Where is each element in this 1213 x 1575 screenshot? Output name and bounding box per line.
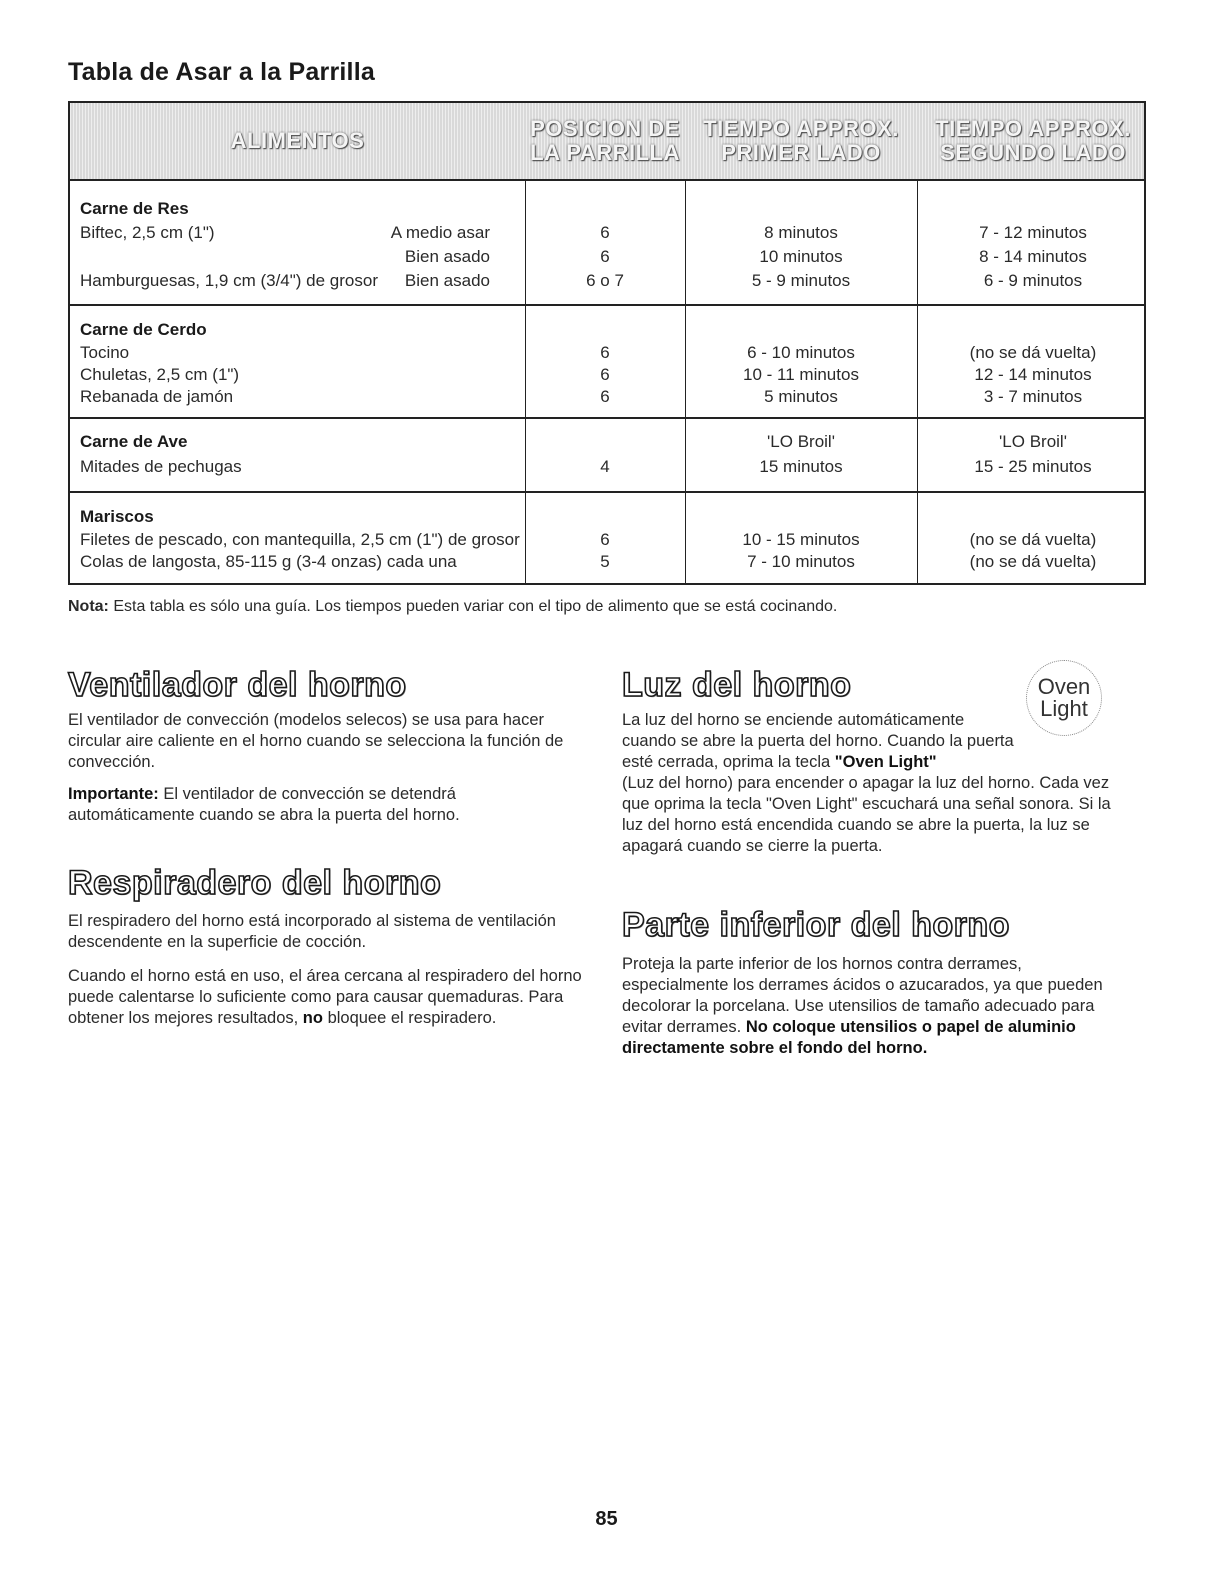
row-position: 6 bbox=[600, 365, 610, 384]
row-time1: 8 minutos bbox=[764, 223, 838, 242]
table-title: Tabla de Asar a la Parrilla bbox=[68, 58, 375, 86]
row-time1: 7 - 10 minutos bbox=[747, 552, 855, 571]
luz-text-a: La luz del horno se enciende automáticamente cuando se abre la puerta del horno. Cuando la puerta esté cerrada, oprima la tecla bbox=[622, 711, 1014, 771]
table-note bbox=[68, 598, 837, 616]
section-title-respiradero: Respiradero del horno bbox=[68, 864, 442, 902]
table-group-res bbox=[70, 179, 1144, 306]
group-name: Carne de Ave bbox=[80, 432, 188, 451]
row-position: 5 bbox=[600, 552, 610, 571]
row-time1: 5 - 9 minutos bbox=[751, 271, 851, 290]
row-time1: 5 minutos bbox=[764, 387, 838, 406]
oven-light-key-icon bbox=[1026, 660, 1102, 736]
row-time2: 6 - 9 minutos bbox=[983, 271, 1083, 290]
row-time1: 10 - 11 minutos bbox=[743, 365, 859, 384]
row-doneness: Bien asado bbox=[404, 247, 490, 266]
section-title-parte-inferior: Parte inferior del horno bbox=[622, 906, 1010, 944]
group-time2-note: 'LO Broil' bbox=[999, 432, 1067, 451]
row-time2: (no se dá vuelta) bbox=[969, 343, 1097, 362]
badge-line2: Light bbox=[1040, 696, 1088, 721]
header-food-label: ALIMENTOS bbox=[230, 128, 365, 153]
header-position-line1: POSICION DE bbox=[530, 116, 680, 141]
table-group-ave bbox=[70, 419, 1144, 493]
row-food: Hamburguesas, 1,9 cm (3/4") de grosor bbox=[80, 271, 378, 290]
row-time2: 3 - 7 minutos bbox=[983, 387, 1083, 406]
important-text: El ventilador de convección se detendrá automáticamente cuando se abra la puerta del horno. bbox=[68, 785, 460, 824]
row-food: Mitades de pechugas bbox=[80, 457, 242, 476]
badge-line1: Oven bbox=[1037, 674, 1091, 699]
header-time2-line2: SEGUNDO LADO bbox=[940, 140, 1126, 165]
page-number: 85 bbox=[595, 1508, 618, 1530]
row-food: Chuletas, 2,5 cm (1") bbox=[80, 365, 240, 384]
parte-inferior-paragraph bbox=[622, 954, 1122, 1059]
luz-paragraph-bottom bbox=[622, 752, 1132, 857]
respiradero-paragraph-1: El respiradero del horno está incorporado al sistema de ventilación descendente en la superficie de cocción. bbox=[68, 912, 556, 951]
row-food: Filetes de pescado, con mantequilla, 2,5 cm (1") de grosor bbox=[80, 530, 520, 549]
row-food: Biftec, 2,5 cm (1") bbox=[80, 223, 215, 242]
group-time1-note: 'LO Broil' bbox=[767, 432, 835, 451]
parte-inferior-bold: No coloque utensilios o papel de aluminio directamente sobre el fondo del horno. bbox=[622, 1018, 1076, 1057]
header-time2 bbox=[918, 103, 1148, 179]
group-name: Carne de Res bbox=[80, 199, 189, 218]
row-position: 6 bbox=[600, 387, 610, 406]
row-doneness: A medio asar bbox=[390, 223, 490, 242]
row-position: 4 bbox=[600, 457, 610, 476]
header-time1-line2: PRIMER LADO bbox=[721, 140, 881, 165]
luz-text-b: (Luz del horno) para encender o apagar la luz del horno. Cada vez que oprima la tecla "Oven Light" escuchará una señal sonora. Si la luz del horno está encendida cuando se abre la puerta, la luz se apagará cuando se cierre la puerta. bbox=[622, 774, 1111, 855]
respiradero-text-b: bloquee el respiradero. bbox=[327, 1009, 497, 1027]
header-position bbox=[525, 103, 685, 179]
row-time2: (no se dá vuelta) bbox=[969, 552, 1097, 571]
row-time1: 10 - 15 minutos bbox=[742, 530, 860, 549]
table-group-mariscos bbox=[70, 493, 1144, 585]
row-food: Rebanada de jamón bbox=[80, 387, 234, 406]
ventilador-important bbox=[68, 784, 568, 826]
row-position: 6 bbox=[600, 247, 610, 266]
row-food: Colas de langosta, 85-115 g (3-4 onzas) cada una bbox=[80, 552, 457, 571]
row-position: 6 bbox=[600, 223, 610, 242]
row-position: 6 o 7 bbox=[586, 271, 624, 290]
luz-bold: "Oven Light" bbox=[834, 753, 937, 771]
row-time2: 12 - 14 minutos bbox=[974, 365, 1092, 384]
row-time2: 15 - 25 minutos bbox=[974, 457, 1092, 476]
header-position-line2: LA PARRILLA bbox=[530, 140, 680, 165]
row-food: Tocino bbox=[80, 343, 130, 362]
row-time1: 15 minutos bbox=[759, 457, 843, 476]
header-time1 bbox=[685, 103, 917, 179]
row-time2: 8 - 14 minutos bbox=[979, 247, 1087, 266]
group-name: Carne de Cerdo bbox=[80, 320, 207, 339]
section-title-luz: Luz del horno bbox=[622, 666, 852, 704]
group-name: Mariscos bbox=[80, 507, 154, 526]
row-position: 6 bbox=[600, 530, 610, 549]
respiradero-bold: no bbox=[302, 1009, 323, 1027]
ventilador-paragraph: El ventilador de convección (modelos selecos) se usa para hacer circular aire caliente en el horno cuando se selecciona la función de convección. bbox=[68, 711, 564, 771]
header-food bbox=[70, 103, 525, 179]
header-time2-line1: TIEMPO APPROX. bbox=[935, 116, 1131, 141]
respiradero-text-a: Cuando el horno está en uso, el área cercana al respiradero del horno puede calentarse lo suficiente como para causar quemaduras. Para obtener los mejores resultados, bbox=[68, 967, 582, 1027]
broil-table bbox=[68, 101, 1146, 585]
note-text: Esta tabla es sólo una guía. Los tiempos pueden variar con el tipo de alimento que se está cocinando. bbox=[113, 598, 838, 615]
row-doneness: Bien asado bbox=[404, 271, 490, 290]
header-time1-line1: TIEMPO APPROX. bbox=[703, 116, 899, 141]
table-header-row bbox=[70, 103, 1144, 181]
respiradero-paragraph-2 bbox=[68, 966, 588, 1029]
row-time2: (no se dá vuelta) bbox=[969, 530, 1097, 549]
table-group-cerdo bbox=[70, 306, 1144, 419]
note-label: Nota: bbox=[68, 598, 109, 615]
section-title-ventilador: Ventilador del horno bbox=[68, 666, 407, 704]
parte-inferior-text: Proteja la parte inferior de los hornos contra derrames, especialmente los derrames ácidos o azucarados, ya que pueden decolorar la porcelana. Use utensilios de tamaño adecuado para evitar derrames. bbox=[622, 955, 1103, 1036]
row-time2: 7 - 12 minutos bbox=[979, 223, 1087, 242]
important-label: Importante: bbox=[68, 785, 159, 803]
row-position: 6 bbox=[600, 343, 610, 362]
row-time1: 10 minutos bbox=[759, 247, 843, 266]
row-time1: 6 - 10 minutos bbox=[747, 343, 855, 362]
